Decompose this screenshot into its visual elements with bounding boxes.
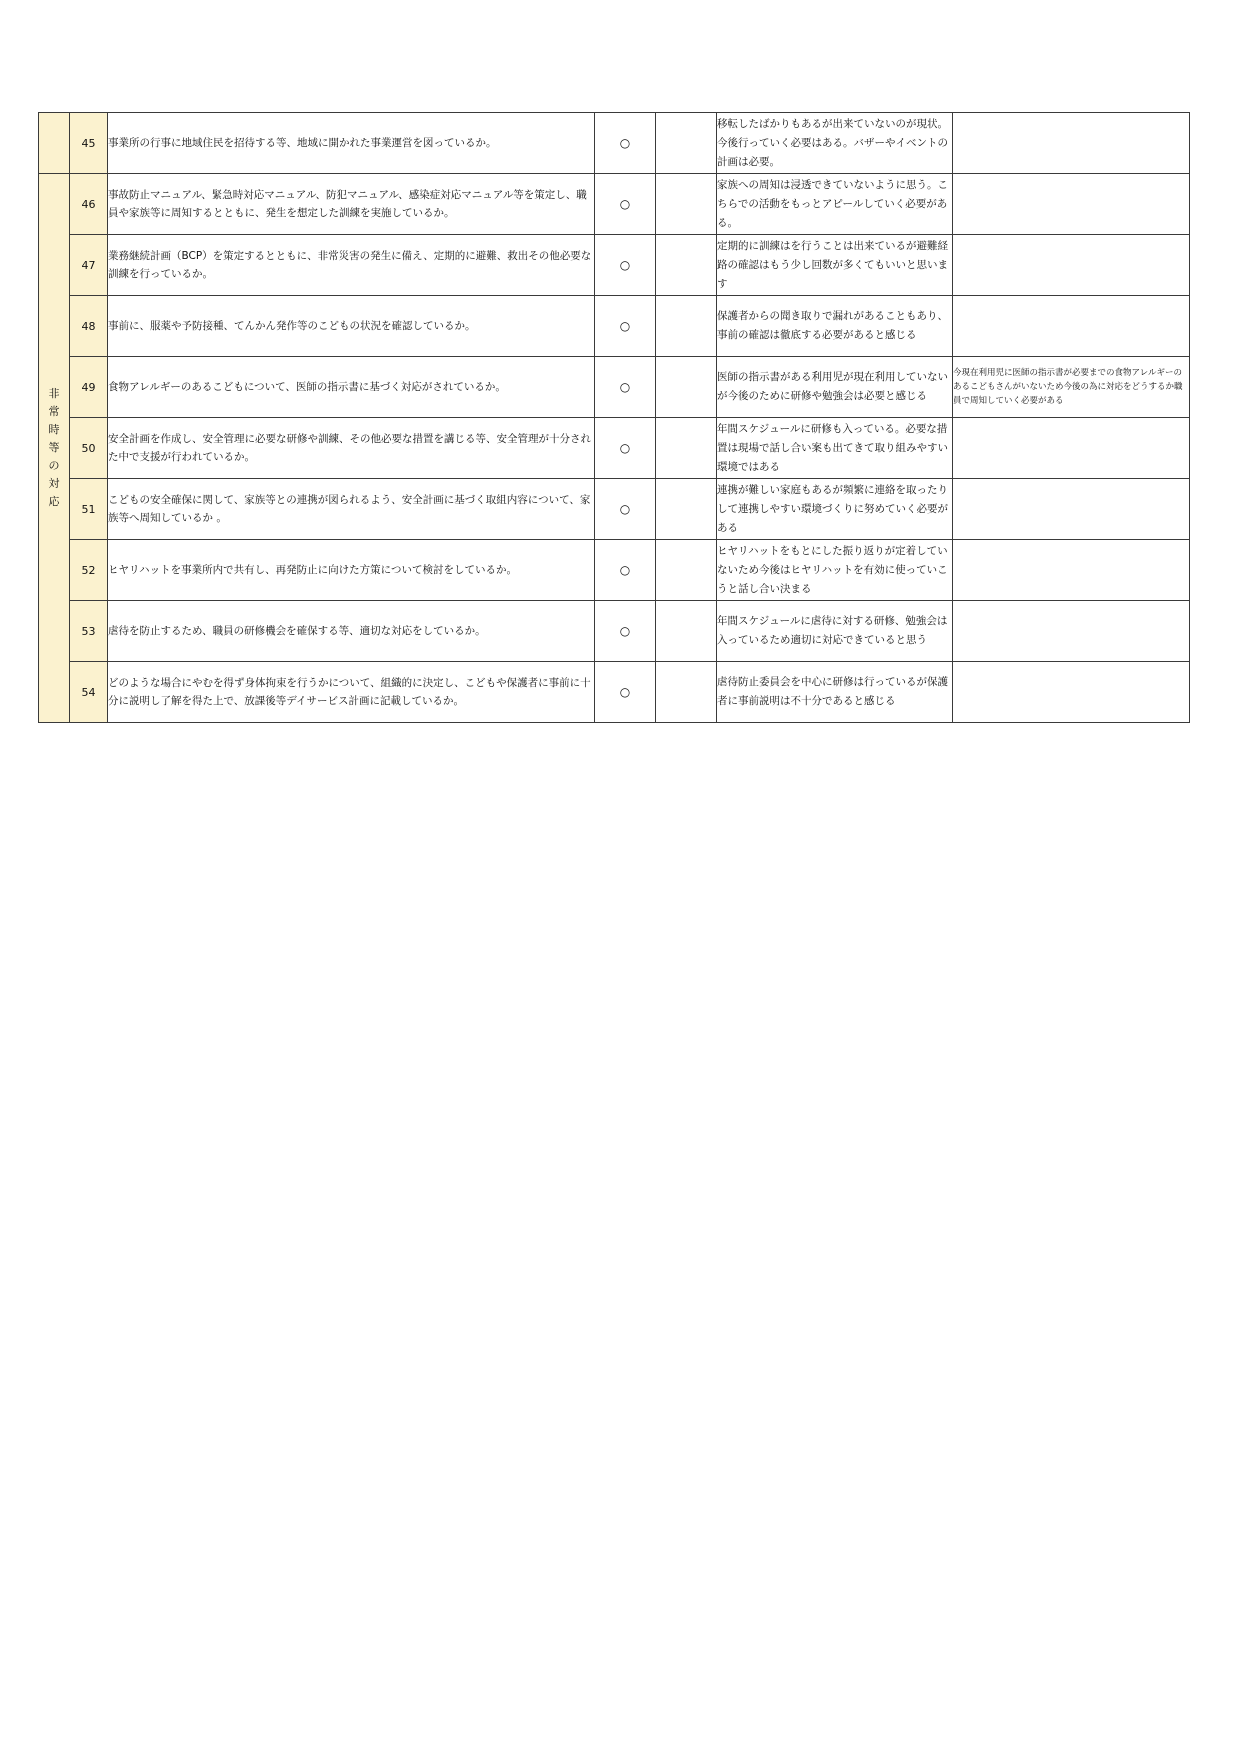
yes-mark: ○ — [595, 235, 656, 296]
no-mark — [656, 601, 717, 662]
row-number: 50 — [70, 418, 108, 479]
note-cell — [953, 662, 1190, 723]
item-text: 食物アレルギーのあるこどもについて、医師の指示書に基づく対応がされているか。 — [108, 357, 595, 418]
category-label: 非 常 時 等 の 対 応 — [48, 387, 60, 508]
row-number: 51 — [70, 479, 108, 540]
item-text: どのような場合にやむを得ず身体拘束を行うかについて、組織的に決定し、こどもや保護者に事前に十分に説明し了解を得た上で、放課後等デイサービス計画に記載しているか。 — [108, 662, 595, 723]
comment-cell: 家族への周知は浸透できていないように思う。こちらでの活動をもっとアピールしていく必要がある。 — [717, 174, 953, 235]
comment-cell: 医師の指示書がある利用児が現在利用していないが今後のために研修や勉強会は必要と感じる — [717, 357, 953, 418]
note-cell — [953, 418, 1190, 479]
no-mark — [656, 174, 717, 235]
comment-cell: 連携が難しい家庭もあるが頻繁に連絡を取ったりして連携しやすい環境づくりに努めていく必要がある — [717, 479, 953, 540]
comment-cell: 保護者からの聞き取りで漏れがあることもあり、事前の確認は徹底する必要があると感じる — [717, 296, 953, 357]
note-cell — [953, 479, 1190, 540]
yes-mark: ○ — [595, 479, 656, 540]
yes-mark: ○ — [595, 174, 656, 235]
table-row — [39, 357, 1190, 418]
no-mark — [656, 418, 717, 479]
row-number: 49 — [70, 357, 108, 418]
no-mark — [656, 540, 717, 601]
no-mark — [656, 479, 717, 540]
note-cell: 今現在利用児に医師の指示書が必要までの食物アレルギーのあるこどもさんがいないため今後の為に対応をどうするか職員で周知していく必要がある — [953, 357, 1190, 418]
comment-cell: 虐待防止委員会を中心に研修は行っているが保護者に事前説明は不十分であると感じる — [717, 662, 953, 723]
yes-mark: ○ — [595, 540, 656, 601]
comment-cell: ヒヤリハットをもとにした振り返りが定着していないため今後はヒヤリハットを有効に使っていこうと話し合い決まる — [717, 540, 953, 601]
no-mark — [656, 113, 717, 174]
comment-cell: 年間スケジュールに虐待に対する研修、勉強会は入っているため適切に対応できていると思う — [717, 601, 953, 662]
row-number: 52 — [70, 540, 108, 601]
table-row — [39, 113, 1190, 174]
row-number: 45 — [70, 113, 108, 174]
yes-mark: ○ — [595, 418, 656, 479]
yes-mark: ○ — [595, 357, 656, 418]
note-cell — [953, 296, 1190, 357]
table-body — [39, 113, 1190, 723]
item-text: こどもの安全確保に関して、家族等との連携が図られるよう、安全計画に基づく取組内容について、家族等へ周知しているか 。 — [108, 479, 595, 540]
table-row — [39, 540, 1190, 601]
category-cell-prev — [39, 113, 70, 174]
table-row — [39, 235, 1190, 296]
comment-cell: 移転したばかりもあるが出来ていないのが現状。今後行っていく必要はある。バザーやイベントの計画は必要。 — [717, 113, 953, 174]
yes-mark: ○ — [595, 662, 656, 723]
table-row — [39, 601, 1190, 662]
no-mark — [656, 296, 717, 357]
item-text: ヒヤリハットを事業所内で共有し、再発防止に向けた方策について検討をしているか。 — [108, 540, 595, 601]
row-number: 54 — [70, 662, 108, 723]
table-row — [39, 479, 1190, 540]
table-row — [39, 296, 1190, 357]
table-row — [39, 174, 1190, 235]
comment-cell: 定期的に訓練はを行うことは出来ているが避難経路の確認はもう少し回数が多くてもいいと思います — [717, 235, 953, 296]
no-mark — [656, 662, 717, 723]
note-cell — [953, 174, 1190, 235]
comment-cell: 年間スケジュールに研修も入っている。必要な措置は現場で話し合い案も出てきて取り組みやすい環境ではある — [717, 418, 953, 479]
row-number: 48 — [70, 296, 108, 357]
item-text: 事業所の行事に地域住民を招待する等、地域に開かれた事業運営を図っているか。 — [108, 113, 595, 174]
table-row — [39, 662, 1190, 723]
table-row — [39, 418, 1190, 479]
row-number: 46 — [70, 174, 108, 235]
no-mark — [656, 357, 717, 418]
evaluation-table — [38, 112, 1190, 723]
yes-mark: ○ — [595, 113, 656, 174]
note-cell — [953, 540, 1190, 601]
item-text: 業務継続計画（BCP）を策定するとともに、非常災害の発生に備え、定期的に避難、救出その他必要な訓練を行っているか。 — [108, 235, 595, 296]
yes-mark: ○ — [595, 296, 656, 357]
item-text: 事故防止マニュアル、緊急時対応マニュアル、防犯マニュアル、感染症対応マニュアル等を策定し、職員や家族等に周知するとともに、発生を想定した訓練を実施しているか。 — [108, 174, 595, 235]
no-mark — [656, 235, 717, 296]
category-cell — [39, 174, 70, 723]
item-text: 安全計画を作成し、安全管理に必要な研修や訓練、その他必要な措置を講じる等、安全管理が十分された中で支援が行われているか。 — [108, 418, 595, 479]
item-text: 事前に、服薬や予防接種、てんかん発作等のこどもの状況を確認しているか。 — [108, 296, 595, 357]
row-number: 53 — [70, 601, 108, 662]
item-text: 虐待を防止するため、職員の研修機会を確保する等、適切な対応をしているか。 — [108, 601, 595, 662]
row-number: 47 — [70, 235, 108, 296]
note-cell — [953, 113, 1190, 174]
yes-mark: ○ — [595, 601, 656, 662]
note-cell — [953, 235, 1190, 296]
note-cell — [953, 601, 1190, 662]
